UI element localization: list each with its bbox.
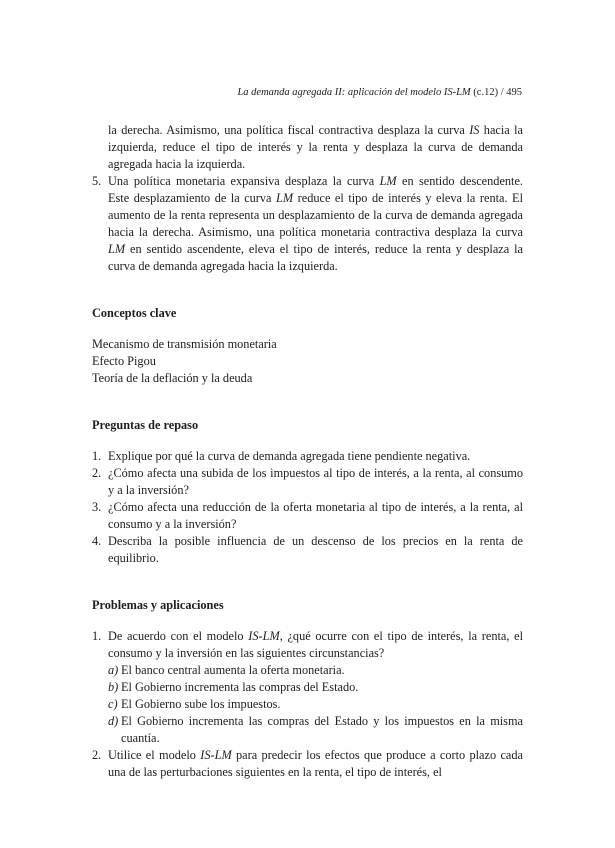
summary-item5-text: Una política monetaria expansiva desplaza la curva LM en sentido descendente. Este desplazamiento de la curva LM reduce el tipo de interés y eleva la renta. El aumento de la renta representa un desplazamiento de la curva de demanda agregada hacia la derecha. Asimismo, una política monetaria contractiva desplaza la curva LM en sentido ascendente, eleva el tipo de interés, reduce la renta y desplaza la curva de demanda agregada hacia la izquierda. <box>108 174 523 273</box>
key-concept-item: Mecanismo de transmisión monetaria <box>92 337 277 351</box>
question-number: 4. <box>92 534 102 548</box>
subitem-letter: a) <box>108 663 119 677</box>
subitem-text: El banco central aumenta la oferta monetaria. <box>121 663 345 677</box>
problem-subitem <box>92 679 523 696</box>
problem-subitem <box>92 696 523 713</box>
problem-text: De acuerdo con el modelo IS-LM, ¿qué ocurre con el tipo de interés, la renta, el consumo y la inversión en las siguientes circunstancias? <box>108 629 523 660</box>
summary-item5-number: 5. <box>92 174 102 188</box>
problem-item-1 <box>92 628 523 662</box>
key-concepts-heading: Conceptos clave <box>92 306 177 320</box>
review-question <box>92 533 523 567</box>
running-title: La demanda agregada II: aplicación del modelo IS-LM <box>237 87 471 98</box>
subitem-letter: b) <box>108 680 119 694</box>
question-number: 2. <box>92 466 102 480</box>
subitem-letter: d) <box>108 714 119 728</box>
problem-subitem <box>92 662 523 679</box>
subitem-text: El Gobierno sube los impuestos. <box>121 697 281 711</box>
review-question <box>92 448 523 465</box>
review-question <box>92 465 523 499</box>
problem-number: 1. <box>92 629 102 643</box>
problems-heading: Problemas y aplicaciones <box>92 598 224 612</box>
page-number: 495 <box>506 87 522 98</box>
question-text: ¿Cómo afecta una subida de los impuestos al tipo de interés, a la renta, al consumo y a la inversión? <box>108 466 523 497</box>
question-text: Describa la posible influencia de un descenso de los precios en la renta de equilibrio. <box>108 534 523 565</box>
running-header <box>237 86 522 100</box>
chapter-ref: (c.12) <box>473 87 499 98</box>
question-text: Explique por qué la curva de demanda agregada tiene pendiente negativa. <box>108 449 471 463</box>
review-question <box>92 499 523 533</box>
review-questions-heading: Preguntas de repaso <box>92 418 199 432</box>
summary-item4-continuation: la derecha. Asimismo, una política fiscal contractiva desplaza la curva IS hacia la izquierda, reduce el tipo de interés y la renta y desplaza la curva de demanda agregada hacia la izquierda. <box>108 123 523 171</box>
key-concept-item: Efecto Pigou <box>92 354 156 368</box>
subitem-letter: c) <box>108 697 118 711</box>
problem-subitem <box>92 713 523 747</box>
problem-text: Utilice el modelo IS-LM para predecir los efectos que produce a corto plazo cada una de las perturbaciones siguientes en la renta, el tipo de interés, el <box>108 748 523 779</box>
problem-number: 2. <box>92 748 102 762</box>
key-concept-item: Teoría de la deflación y la deuda <box>92 371 253 385</box>
question-number: 3. <box>92 500 102 514</box>
summary-item-5 <box>92 173 523 275</box>
question-number: 1. <box>92 449 102 463</box>
subitem-text: El Gobierno incrementa las compras del Estado. <box>121 680 359 694</box>
subitem-text: El Gobierno incrementa las compras del Estado y los impuestos en la misma cuantía. <box>121 714 523 745</box>
page-content <box>92 122 523 781</box>
question-text: ¿Cómo afecta una reducción de la oferta monetaria al tipo de interés, a la renta, al consumo y a la inversión? <box>108 500 523 531</box>
problem-item-2 <box>92 747 523 781</box>
header-separator: / <box>500 87 504 98</box>
